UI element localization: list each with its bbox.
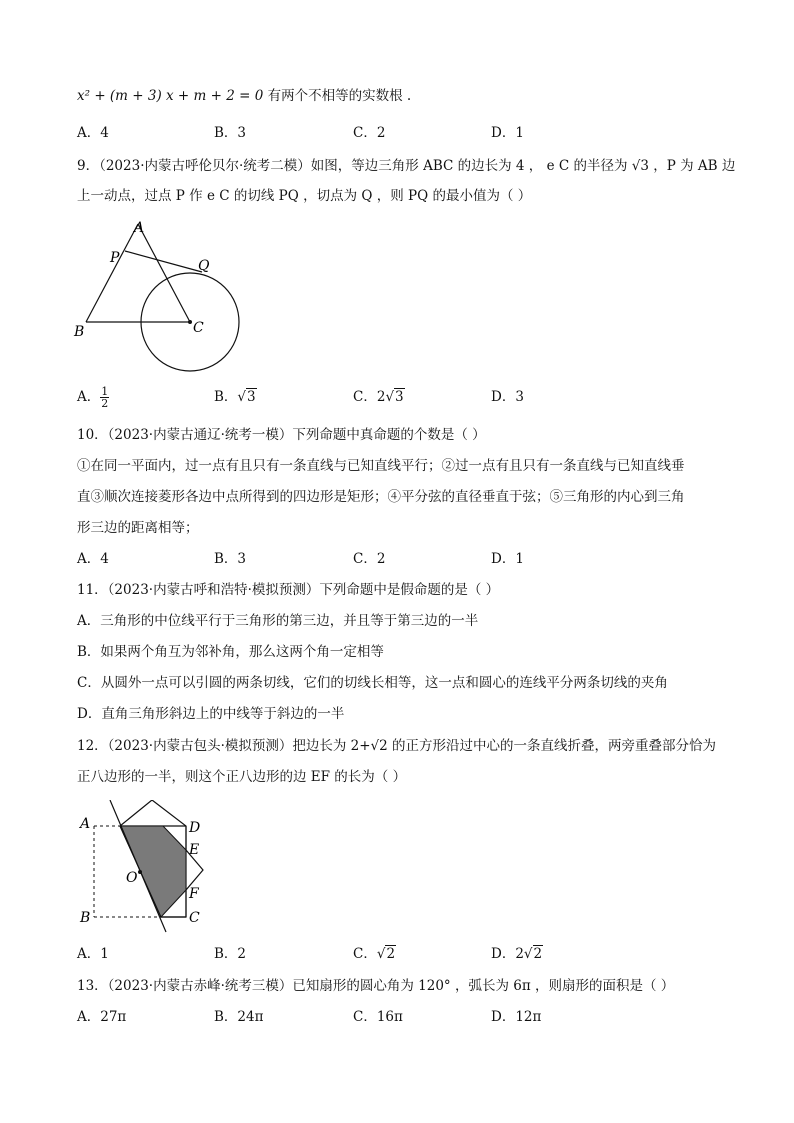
q9-edge-ac xyxy=(138,224,190,322)
q9-option-b-label: B． xyxy=(214,389,238,405)
q12-label-f: F xyxy=(189,886,199,902)
q9-label-b: B xyxy=(74,324,85,340)
q9-label-q: Q xyxy=(198,258,210,274)
q10-option-b[interactable]: B．3 xyxy=(214,551,247,567)
q9-tangent-pq xyxy=(125,251,202,272)
q10-stem-line3: 直③顺次连接菱形各边中点所得到的四边形是矩形；④平分弦的直径垂直于弦；⑤三角形的内心到三角 xyxy=(77,489,685,505)
q13-options xyxy=(77,1006,717,1028)
q8-option-a[interactable]: A．4 xyxy=(77,125,109,141)
q10-stem-line4: 形三边的距离相等； xyxy=(77,520,199,536)
q9-stem-line1: 9．（2023·内蒙古呼伦贝尔·统考二模）如图，等边三角形 ABC 的边长为 4 ， e C 的半径为 √3 ，P 为 AB 边 xyxy=(77,158,736,174)
q11-stem: 11．（2023·内蒙古呼和浩特·模拟预测）下列命题中是假命题的是（ ） xyxy=(77,582,500,598)
q9-option-c-radicand: 3 xyxy=(395,389,404,405)
q8-text: 有两个不相等的实数根 . xyxy=(267,88,412,104)
q12-stem-line1: 12．（2023·内蒙古包头·模拟预测）把边长为 2+√2 的正方形沿过中心的一条直线折叠，两旁重叠部分恰为 xyxy=(77,738,717,754)
q8-option-b[interactable]: B．3 xyxy=(214,125,247,141)
q12-option-c[interactable] xyxy=(353,943,396,965)
q10-options xyxy=(77,548,717,570)
q9-options xyxy=(77,386,717,408)
q11-option-b[interactable]: B．如果两个角互为邻补角，那么这两个角一定相等 xyxy=(77,644,384,660)
q9-option-a[interactable] xyxy=(77,386,109,409)
q10-option-a[interactable]: A．4 xyxy=(77,551,109,567)
q11-option-c[interactable]: C．从圆外一点可以引圆的两条切线，它们的切线长相等，这一点和圆心的连线平分两条切线的夹角 xyxy=(77,675,668,691)
q9-option-c-label: C． xyxy=(353,389,377,405)
q13-option-a[interactable]: A．27π xyxy=(77,1009,127,1025)
q9-center-dot xyxy=(188,320,192,324)
q9-label-p: P xyxy=(110,250,120,266)
q12-option-d[interactable] xyxy=(491,943,543,965)
q12-option-d-sqrt: √2 xyxy=(523,946,543,962)
q8-equation: x² + (m + 3) x + m + 2 = 0 xyxy=(77,88,264,104)
q13-stem: 13．（2023·内蒙古赤峰·统考三模）已知扇形的圆心角为 120° ，弧长为 6π ，则扇形的面积是（ ） xyxy=(77,978,675,994)
q9-option-a-label: A． xyxy=(77,389,101,405)
q12-stem-line2: 正八边形的一半，则这个正八边形的边 EF 的长为（ ） xyxy=(77,769,407,785)
q12-options xyxy=(77,943,717,965)
q9-option-a-denominator: 2 xyxy=(101,397,109,410)
q12-figure xyxy=(70,800,230,940)
q12-option-d-label: D． xyxy=(491,946,516,962)
q12-label-b: B xyxy=(80,910,91,926)
q9-option-c-sqrt: √3 xyxy=(385,389,404,405)
q9-option-c[interactable] xyxy=(353,386,405,408)
q12-option-a[interactable]: A．1 xyxy=(77,946,109,962)
q12-label-d: D xyxy=(189,820,201,836)
q13-option-d[interactable]: D．12π xyxy=(491,1009,542,1025)
q10-stem-line1: 10．（2023·内蒙古通辽·统考一模）下列命题中真命题的个数是（ ） xyxy=(77,427,486,443)
q9-option-b-sqrt: √3 xyxy=(237,389,256,405)
q12-option-d-radicand: 2 xyxy=(533,946,543,962)
q9-figure xyxy=(70,214,250,374)
q10-option-c[interactable]: C．2 xyxy=(353,551,386,567)
q13-option-c[interactable]: C．16π xyxy=(353,1009,403,1025)
q9-option-d[interactable]: D．3 xyxy=(491,389,524,405)
q8-statement xyxy=(77,86,411,106)
q12-option-b[interactable]: B．2 xyxy=(214,946,247,962)
q11-option-d[interactable]: D．直角三角形斜边上的中线等于斜边的一半 xyxy=(77,706,345,722)
q9-option-a-fraction xyxy=(100,386,109,409)
q12-label-a: A xyxy=(80,816,91,832)
q12-center-o xyxy=(138,870,142,874)
q9-option-c-coefficient: 2 xyxy=(376,389,386,405)
q9-option-b-radicand: 3 xyxy=(247,389,256,405)
q12-option-c-radicand: 2 xyxy=(386,946,396,962)
q9-label-c: C xyxy=(193,320,204,336)
q9-label-a: A xyxy=(134,220,145,236)
q12-label-o: O xyxy=(126,870,138,886)
q10-option-d[interactable]: D．1 xyxy=(491,551,524,567)
q9-stem-line2: 上一动点，过点 P 作 e C 的切线 PQ ，切点为 Q ，则 PQ 的最小值为（ ） xyxy=(77,188,532,204)
q10-stem-line2: ①在同一平面内，过一点有且只有一条直线与已知直线平行；②过一点有且只有一条直线与已知直线垂 xyxy=(77,458,685,474)
q12-option-c-label: C． xyxy=(353,946,377,962)
q12-label-c: C xyxy=(189,910,200,926)
q12-label-e: E xyxy=(189,842,200,858)
q8-option-d[interactable]: D．1 xyxy=(491,125,524,141)
q9-option-a-numerator: 1 xyxy=(101,385,109,398)
q13-option-b[interactable]: B．24π xyxy=(214,1009,264,1025)
q12-option-d-coefficient: 2 xyxy=(515,946,524,962)
q11-option-a[interactable]: A．三角形的中位线平行于三角形的第三边，并且等于第三边的一半 xyxy=(77,613,479,629)
q9-option-b[interactable] xyxy=(214,386,257,408)
q8-options xyxy=(77,122,717,144)
q9-edge-ab xyxy=(86,224,138,322)
q12-option-c-sqrt: √2 xyxy=(376,946,396,962)
q8-option-c[interactable]: C．2 xyxy=(353,125,386,141)
